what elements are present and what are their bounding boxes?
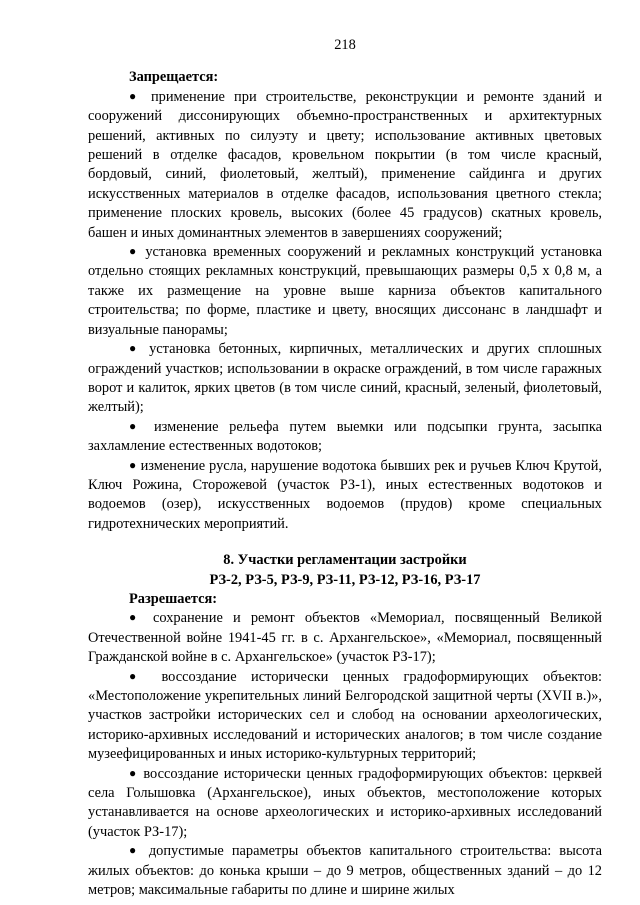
allowed-item-text: воссоздание исторически ценных градоформирующих объектов: церквей села Голышовка (Архангельское), иных объектов, местоположение которых устанавливается на основе археологических и историко-архивных исследований (участок РЗ-17); — [88, 765, 602, 840]
allowed-heading: Разрешается: — [129, 590, 218, 607]
allowed-item-text: сохранение и ремонт объектов «Мемориал, посвященный Великой Отечественной войне 1941-45 гг. в с. Архангельское», «Мемориал, посвященный Гражданской войне в с. Архангельское» (участок РЗ-17); — [88, 610, 603, 666]
allowed-item — [88, 842, 602, 900]
bullet-icon: ● — [129, 668, 148, 683]
prohibited-heading: Запрещается: — [129, 69, 219, 86]
prohibited-item — [88, 88, 602, 243]
allowed-item-text: воссоздание исторически ценных градоформирующих объектов: «Местоположение укрепительных линий Белгородской защитной черты (XVII в.)», участков застройки исторических сел и слобод на основании археологических, историко-архивных исследований и исторических аналогов; в том числе создание музеефицированных и иных историко-культурных территорий; — [88, 668, 603, 763]
bullet-icon: ● — [129, 341, 141, 356]
prohibited-item-text: установка бетонных, кирпичных, металлических и других сплошных ограждений участков; использовании в окраске ограждений, в том числе гаражных ворот и калиток, ярких цветов (в том числе синий, красный, зеленый, фиолетовый, желтый); — [88, 341, 602, 416]
page-number: 218 — [334, 37, 356, 53]
prohibited-item — [88, 418, 602, 457]
allowed-item — [88, 668, 602, 765]
prohibited-item-text: изменение рельефа путем выемки или подсыпки грунта, засыпка захламление естественных водотоков; — [88, 418, 603, 455]
bullet-icon: ● — [129, 244, 139, 259]
prohibited-item — [88, 457, 602, 535]
allowed-item-text: допустимые параметры объектов капитального строительства: высота жилых объектов: до конька крыши – до 9 метров, общественных зданий – до 12 метров; максимальные габариты по длине и ширине жилых — [88, 843, 602, 899]
prohibited-item-text: применение при строительстве, реконструкции и ремонте зданий и сооружений диссонирующих объемно-пространственных и архитектурных решений, активных по силуэту и цвету; использование активных цветовых решений в отделке фасадов, кровельном покрытии (в том числе красный, бордовый, синий, фиолетовый, желтый), применение сайдинга и других искусственных материалов в отделке фасадов, использования цветного стекла; применение плоских кровель, высоких (более 45 градусов) скатных кровель, башен и иных доминантных элементов в завершениях сооружений; — [88, 88, 602, 241]
bullet-icon: ● — [129, 88, 142, 103]
allowed-item — [88, 765, 602, 843]
prohibited-item — [88, 243, 602, 340]
allowed-item — [88, 609, 602, 667]
section-subtitle: РЗ-2, РЗ-5, РЗ-9, РЗ-11, РЗ-12, РЗ-16, РЗ-17 — [209, 571, 481, 588]
section-title: 8. Участки регламентации застройки — [223, 552, 467, 569]
bullet-icon: ● — [129, 418, 144, 433]
bullet-icon: ● — [129, 765, 138, 780]
bullet-icon: ● — [129, 457, 137, 472]
bullet-icon: ● — [129, 843, 141, 858]
bullet-icon: ● — [129, 610, 143, 625]
prohibited-item-text: изменение русла, нарушение водотока бывших рек и ручьев Ключ Крутой, Ключ Рожина, Сторожевой (участок РЗ-1), иных естественных водотоков и водоемов (озер), искусственных водоемов (прудов) кроме специальных гидротехнических мероприятий. — [88, 457, 603, 532]
prohibited-item — [88, 340, 602, 418]
prohibited-item-text: установка временных сооружений и рекламных конструкций установка отдельно стоящих рекламных конструкций, превышающих размеры 0,5 х 0,8 м, а также их размещение на уровне выше карниза объектов капитального строительства; по форме, пластике и цвету, вносящих диссонанс в ландшафт и визуальные панорамы; — [88, 244, 602, 338]
